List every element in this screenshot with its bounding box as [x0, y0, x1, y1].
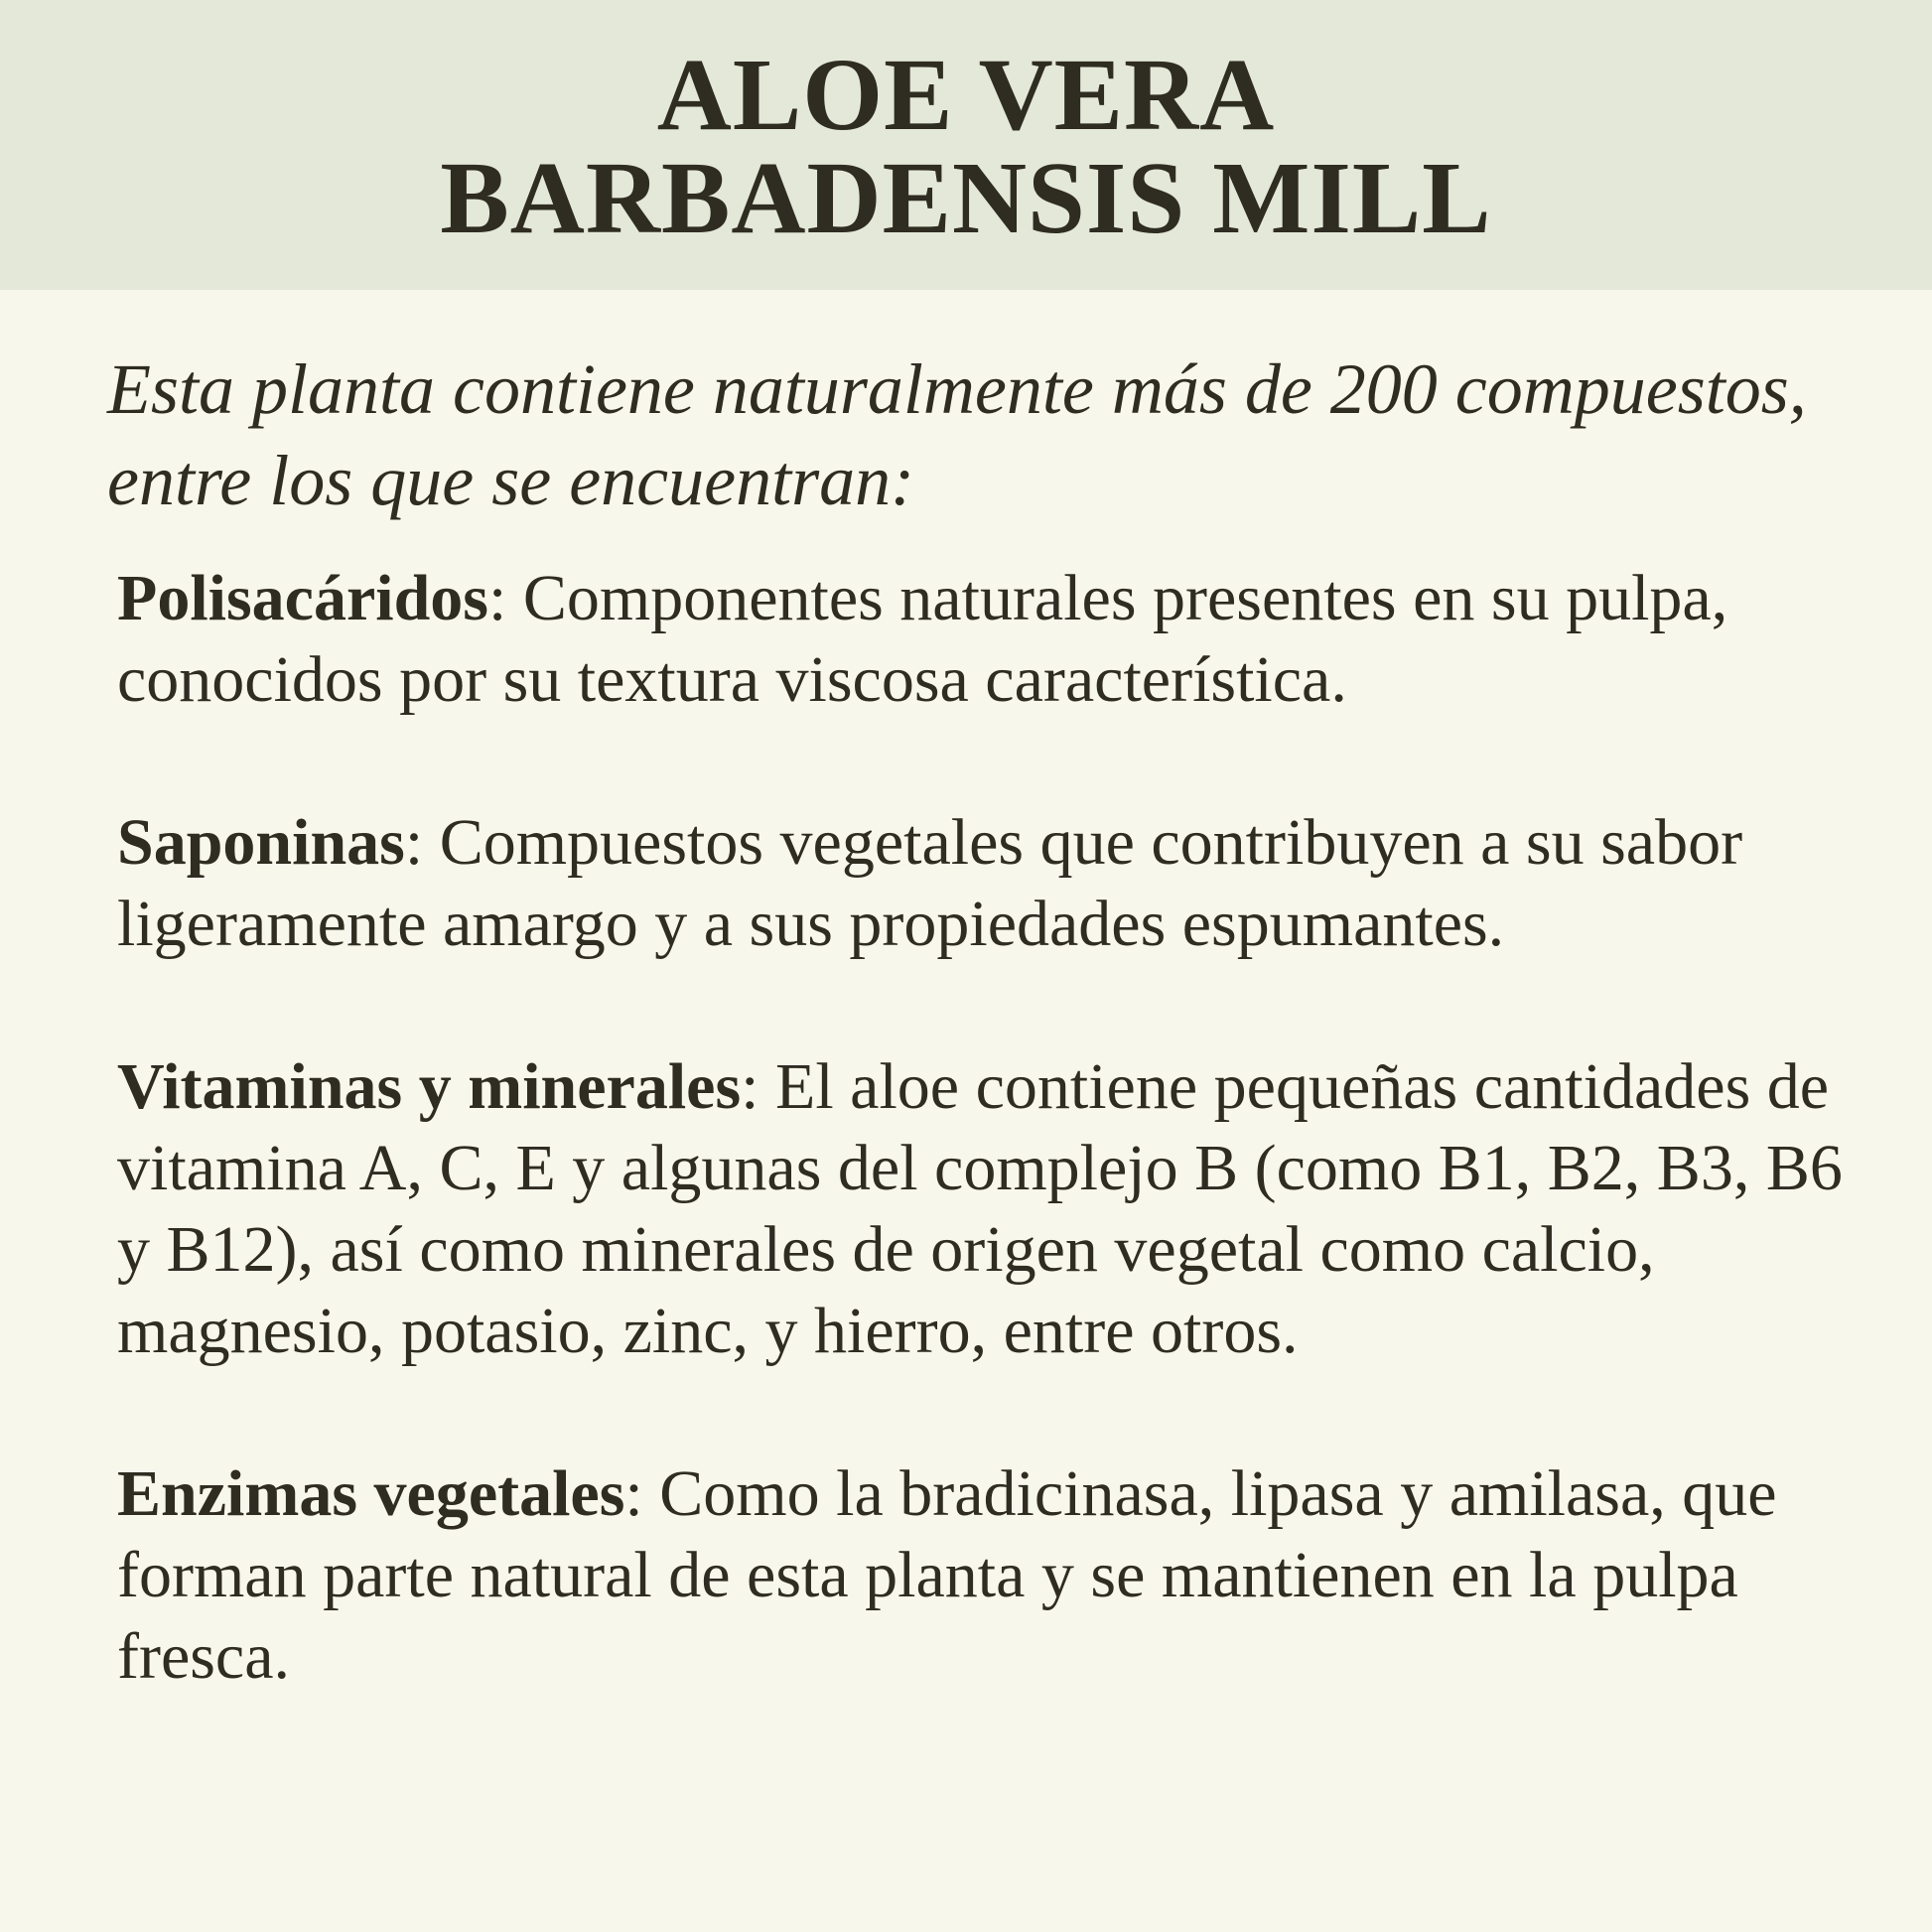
page-title-line-1: ALOE VERA: [656, 38, 1276, 152]
compound-term: Polisacáridos: [117, 562, 488, 634]
compound-description: Como la bradicinasa, lipasa y amilasa, que forman parte natural de esta planta y se mantienen en la pulpa fresca.: [117, 1457, 1777, 1693]
term-separator: :: [488, 562, 523, 634]
compound-description: El aloe contiene pequeñas cantidades de vitamina A, C, E y algunas del complejo B (como B1, B2, B3, B6 y B12), así como minerales de origen vegetal como calcio, magnesio, potasio, zinc, y hierro, entre otros.: [117, 1050, 1843, 1367]
compound-polisacaridos: [117, 558, 1884, 721]
term-separator: :: [741, 1050, 776, 1123]
intro-paragraph: Esta planta contiene naturalmente más de 200 compuestos, entre los que se encuentran:: [107, 349, 1807, 520]
title-banner: [0, 0, 1932, 290]
compound-term: Vitaminas y minerales: [117, 1050, 742, 1123]
compound-term: Saponinas: [117, 806, 405, 879]
compound-saponinas: [117, 802, 1884, 965]
compound-description: Compuestos vegetales que contribuyen a su sabor ligeramente amargo y a sus propiedades espumantes.: [117, 806, 1743, 960]
compound-description: Componentes naturales presentes en su pulpa, conocidos por su textura viscosa característica.: [117, 562, 1728, 716]
term-separator: :: [624, 1457, 660, 1530]
compound-list: [117, 558, 1884, 1698]
compound-term: Enzimas vegetales: [117, 1457, 625, 1530]
compound-vitaminas-minerales: [117, 1046, 1884, 1372]
compound-enzimas-vegetales: [117, 1453, 1884, 1698]
term-separator: :: [404, 806, 440, 879]
page-title-line-2: BARBADENSIS MILL: [440, 141, 1492, 255]
